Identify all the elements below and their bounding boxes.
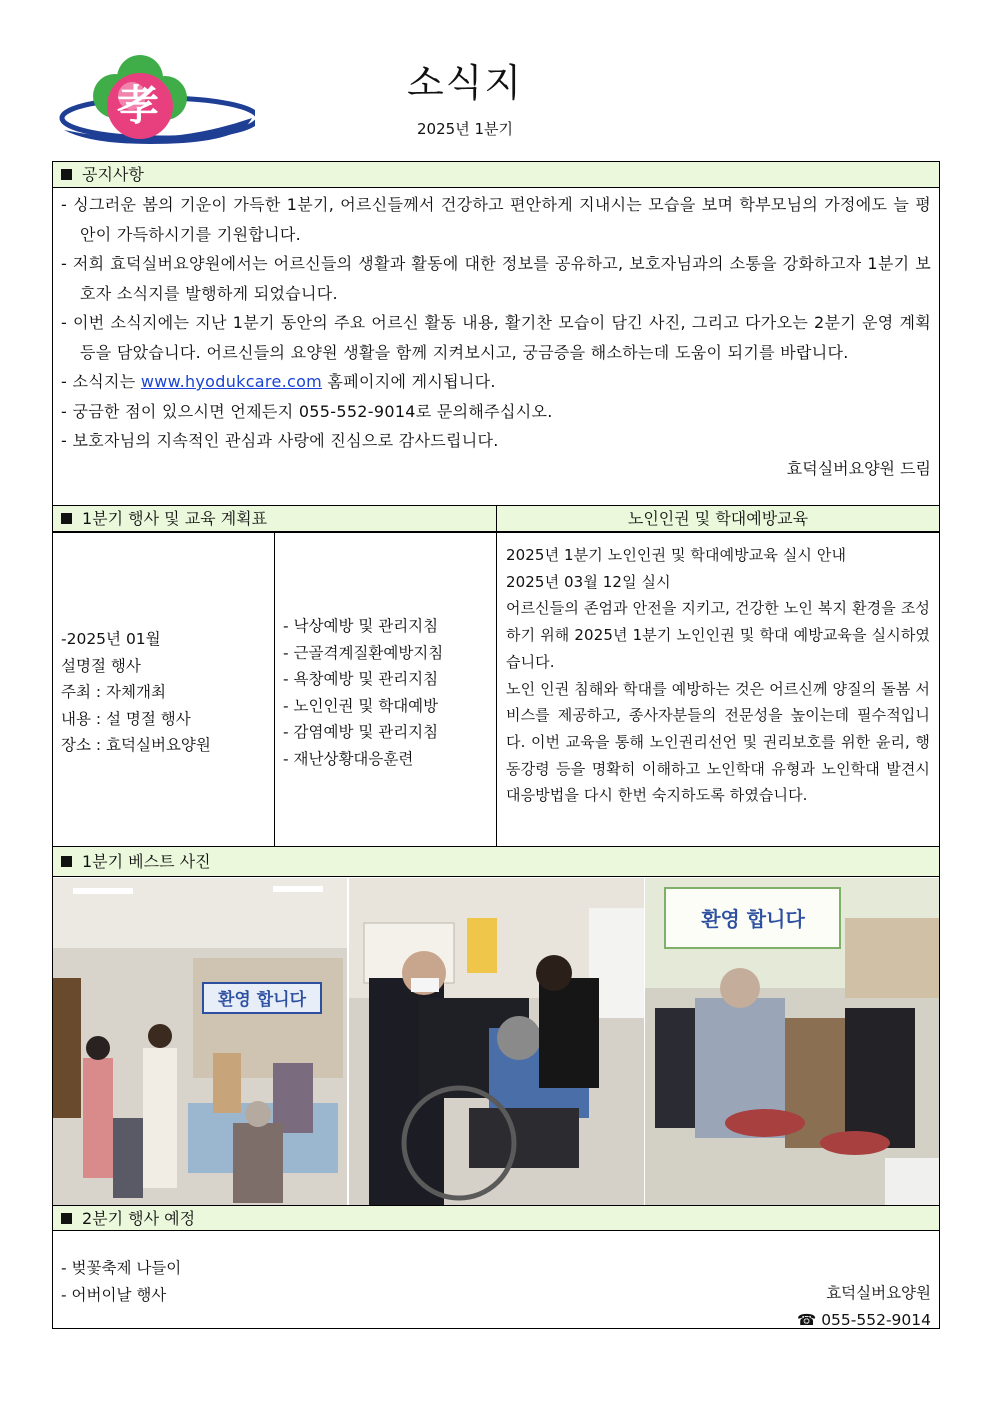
page-title: 소식지: [406, 61, 524, 105]
notice-thanks: - 보호자님의 지속적인 관심과 사랑에 진심으로 감사드립니다.: [61, 431, 499, 450]
notice-header: [53, 162, 939, 188]
logo-char: 孝: [116, 81, 160, 130]
org-name: 효덕실버요양원: [826, 1284, 931, 1302]
education-cell: [497, 539, 939, 846]
notice-item: - 이번 소식지에는 지난 1분기 동안의 주요 어르신 활동 내용, 활기찬 모습이 담긴 사진, 그리고 다가오는 2분기 운영 계획 등을 담았습니다. 어르신들의 요양원 생활을 함께 지켜보시고, 궁금증을 해소하는데 도움이 되기를 바랍니다.: [61, 313, 931, 362]
plan-header: [53, 1206, 939, 1231]
homepage-link[interactable]: www.hyodukcare.com: [140, 372, 323, 391]
education-header: 노인인권 및 학대예방교육: [497, 506, 939, 532]
photo-visit-event: [349, 878, 644, 1205]
plan-item: - 벚꽃축제 나들이: [61, 1259, 182, 1277]
event-line: 주최 : 자체개최: [61, 683, 166, 702]
notice-homepage: - 소식지는 www.hyodukcare.com 홈페이지에 게시됩니다.: [61, 372, 496, 391]
phone-icon: ☎: [796, 1311, 817, 1329]
org-phone: 055-552-9014: [821, 1311, 931, 1329]
photos-heading: 1분기 베스트 사진: [82, 852, 211, 871]
notice-heading: 공지사항: [82, 165, 144, 184]
newsletter-frame: [52, 161, 940, 1329]
banner-text: 환영 합니다: [701, 907, 805, 931]
square-bullet-icon: [61, 513, 72, 524]
training-item: - 노인인권 및 학대예방: [283, 696, 439, 715]
photo-new-year-event: [53, 878, 347, 1205]
notice-body: [53, 188, 939, 506]
square-bullet-icon: [61, 856, 72, 867]
training-item: - 감염예방 및 관리지침: [283, 723, 439, 741]
education-paragraph: 노인 인권 침해와 학대를 예방하는 것은 어르신께 양질의 돌봄 서비스를 제공하고, 종사자분들의 전문성을 높이는데 필수적입니다. 이번 교육을 통해 노인권리선언 및 권리보호를 위한 윤리, 행동강령 등을 명확히 이해하고 노인학대 유형과 노인학대 발견시 대응방법을 다시 한번 숙지하도록 하였습니다.: [506, 679, 930, 805]
photo-group-activity: [645, 878, 939, 1205]
education-line: 2025년 1분기 노인인권 및 학대예방교육 실시 안내: [506, 546, 847, 564]
page-subtitle: 2025년 1분기: [417, 120, 513, 138]
plan-heading: 2분기 행사 예정: [82, 1209, 196, 1228]
notice-item: - 저희 효덕실버요양원에서는 어르신들의 생활과 활동에 대한 정보를 공유하고, 보호자님과의 소통을 강화하고자 1분기 보호자 소식지를 발행하게 되었습니다.: [61, 254, 931, 303]
square-bullet-icon: [61, 1213, 72, 1224]
banner-text: 환영 합니다: [217, 990, 307, 1010]
event-line: 설명절 행사: [61, 656, 141, 675]
event-cell: [53, 539, 274, 846]
square-bullet-icon: [61, 169, 72, 180]
training-item: - 재난상황대응훈련: [283, 749, 414, 768]
org-contact: [797, 1280, 931, 1334]
schedule-heading: 1분기 행사 및 교육 계획표: [82, 509, 268, 528]
plan-item: - 어버이날 행사: [61, 1286, 167, 1304]
education-date: 2025년 03월 12일 실시: [506, 572, 671, 591]
training-item: - 낙상예방 및 관리지침: [283, 617, 439, 635]
notice-contact: - 궁금한 점이 있으시면 언제든지 055-552-9014로 문의해주십시오.: [61, 401, 553, 421]
schedule-header: [53, 506, 497, 532]
event-line: 내용 : 설 명절 행사: [61, 709, 191, 728]
photo-strip: [53, 878, 939, 1205]
event-line: 장소 : 효덕실버요양원: [61, 736, 211, 755]
plan-body: [53, 1231, 939, 1329]
photos-header: [53, 847, 939, 877]
training-item: - 근골격계질환예방지침: [283, 643, 444, 662]
training-item: - 욕창예방 및 관리지침: [283, 670, 439, 688]
training-cell: [275, 539, 496, 846]
event-line: -2025년 01월: [61, 630, 161, 649]
education-paragraph: 어르신들의 존엄과 안전을 지키고, 건강한 노인 복지 환경을 조성하기 위해 2025년 1분기 노인인권 및 학대 예방교육을 실시하였습니다.: [506, 599, 930, 671]
notice-item: - 싱그러운 봄의 기운이 가득한 1분기, 어르신들께서 건강하고 편안하게 지내시는 모습을 보며 학부모님의 가정에도 늘 평안이 가득하시기를 기원합니다.: [61, 195, 931, 244]
notice-signature: 효덕실버요양원 드림: [786, 458, 931, 478]
